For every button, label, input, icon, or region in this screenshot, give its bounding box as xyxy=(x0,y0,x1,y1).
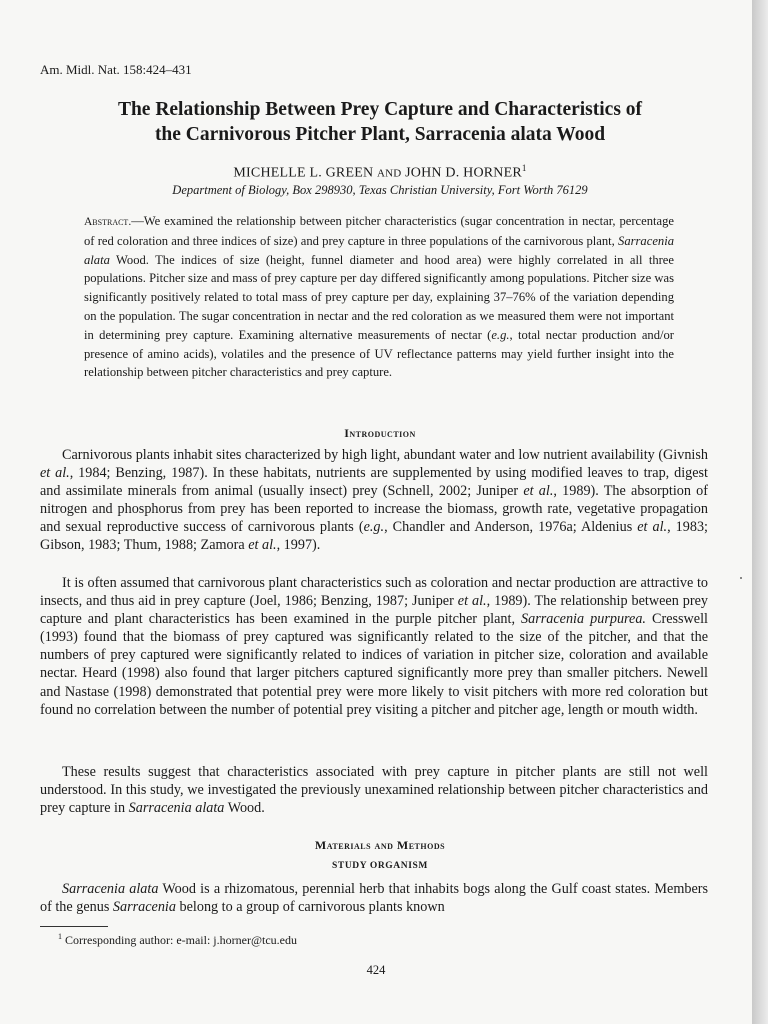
scan-speck xyxy=(740,577,742,579)
text-run-italic: Sarracenia alata xyxy=(128,800,225,817)
text-run-italic: et al. xyxy=(40,465,70,482)
author-line xyxy=(30,163,730,182)
text-run: Wood. xyxy=(224,800,265,817)
abstract-eg: e.g. xyxy=(491,327,510,342)
introduction-heading: Introduction xyxy=(344,426,416,440)
author-conjunction: AND xyxy=(377,167,402,180)
footnote xyxy=(58,932,297,948)
text-run-italic: et al. xyxy=(637,519,668,536)
journal-citation: Am. Midl. Nat. 158:424–431 xyxy=(40,62,192,77)
footnote-divider xyxy=(40,926,108,927)
study-organism-subheading: STUDY ORGANISM xyxy=(332,861,428,871)
article-title xyxy=(30,97,730,147)
text-run: , 1984; Benzing, 1987). In these habitats, nutrients are supplemented by using modified leaves to trap, digest and assimilate minerals from animal (usually insect) prey (Schnell, 2002; Juniper xyxy=(40,465,708,500)
text-run: , 1983; Gibson, 1983; Thum, 1988; Zamora xyxy=(40,519,708,554)
text-run: , Chandler and Anderson, 1976a; Aldenius xyxy=(384,519,638,536)
abstract xyxy=(84,212,674,382)
page-edge-shadow xyxy=(752,0,768,1024)
abstract-text-1: We examined the relationship between pitcher characteristics (sugar concentration in nectar, percentage of red coloration and three indices of size) and prey capture in three populations of the carnivorous plant, xyxy=(84,214,674,248)
author-2: JOHN D. HORNER xyxy=(405,165,522,181)
abstract-text-2: Wood. The indices of size (height, funnel diameter and hood area) were highly correlated in all three populations. Pitcher size and mass of prey capture per day differed significantly among populations. Pitcher size was significantly positively related to total mass of prey capture per day, explaining 37–76% of the variation depending on the population. The sugar concentration in nectar and the red coloration as we measured them were not important in determining prey capture. Examining alternative measurements of nectar ( xyxy=(84,252,674,342)
text-run: Cresswell (1993) found that the biomass of prey captured was significantly related to the size of the pitcher, and that the numbers of prey captured were significantly related to indices of variation in pitcher size, coloration and available nectar. Heard (1998) also found that larger pitchers captured significantly more prey than smaller pitchers. Newell and Nastase (1998) demonstrated that potential prey were more likely to visit pitchers with more red coloration but found no correlation between the number of potential prey visiting a pitcher and pitcher age, length or mouth width. xyxy=(40,611,708,718)
footnote-text: Corresponding author: e-mail: j.horner@tcu.edu xyxy=(62,933,297,947)
text-run-italic: et al. xyxy=(248,537,277,554)
page-number: 424 xyxy=(366,963,386,977)
author-1: MICHELLE L. GREEN xyxy=(233,165,374,181)
title-line-2: the Carnivorous Pitcher Plant, Sarracenia alata Wood xyxy=(154,124,606,145)
text-run: It is often assumed that carnivorous plant characteristics such as coloration and nectar production are attractive to insects, and thus aid in prey capture (Joel, 1986; Benzing, 1987; Juniper xyxy=(40,575,708,610)
text-run-italic: et al. xyxy=(457,593,487,610)
text-run-italic: et al. xyxy=(523,483,554,500)
text-run: belong to a group of carnivorous plants known xyxy=(175,899,445,916)
text-run-italic: Sarracenia alata xyxy=(62,881,159,897)
text-run-italic: Sarracenia xyxy=(112,899,176,916)
methods-heading: Materials and Methods xyxy=(314,838,446,852)
text-run-italic: Sarracenia purpurea. xyxy=(521,611,646,628)
text-run: Wood is a rhizomatous, perennial herb that inhabits bogs along the Gulf coast states. Members of the genus xyxy=(40,881,709,916)
text-run-italic: e.g. xyxy=(363,519,385,536)
title-line-1: The Relationship Between Prey Capture and Characteristics of xyxy=(117,99,643,120)
author-footnote-marker: 1 xyxy=(521,163,527,173)
intro-paragraph-2 xyxy=(40,574,708,719)
intro-paragraph-3 xyxy=(40,763,708,817)
methods-paragraph-1 xyxy=(40,880,708,916)
text-run: , 1989). The absorption of nitrogen and phosphorus from prey has been reported to increase the biomass, growth rate, vegetative propagation and sexual reproductive success of carnivorous plants ( xyxy=(40,483,708,536)
abstract-dash: — xyxy=(131,214,144,228)
abstract-species: Sarracenia alata xyxy=(84,233,674,267)
abstract-label: Abstract. xyxy=(84,216,132,228)
text-run: , 1997). xyxy=(276,537,321,554)
affiliation: Department of Biology, Box 298930, Texas Christian University, Fort Worth 76129 xyxy=(172,183,588,197)
footnote-marker: 1 xyxy=(58,932,62,941)
intro-paragraph-1 xyxy=(40,446,708,555)
text-run: Carnivorous plants inhabit sites characterized by high light, abundant water and low nutrient availability (Givnish xyxy=(62,447,708,463)
text-run: , 1989). The relationship between prey capture and plant characteristics has been examined in the purple pitcher plant, xyxy=(40,593,708,628)
text-run: These results suggest that characteristics associated with prey capture in pitcher plants are still not well understood. In this study, we investigated the previously unexamined relationship between pitcher characteristics and prey capture in xyxy=(40,764,708,817)
abstract-text-3: , total nectar production and/or presence of amino acids), volatiles and the presence of UV reflectance patterns may yield further insight into the relationship between pitcher characteristics and prey capture. xyxy=(84,327,674,380)
